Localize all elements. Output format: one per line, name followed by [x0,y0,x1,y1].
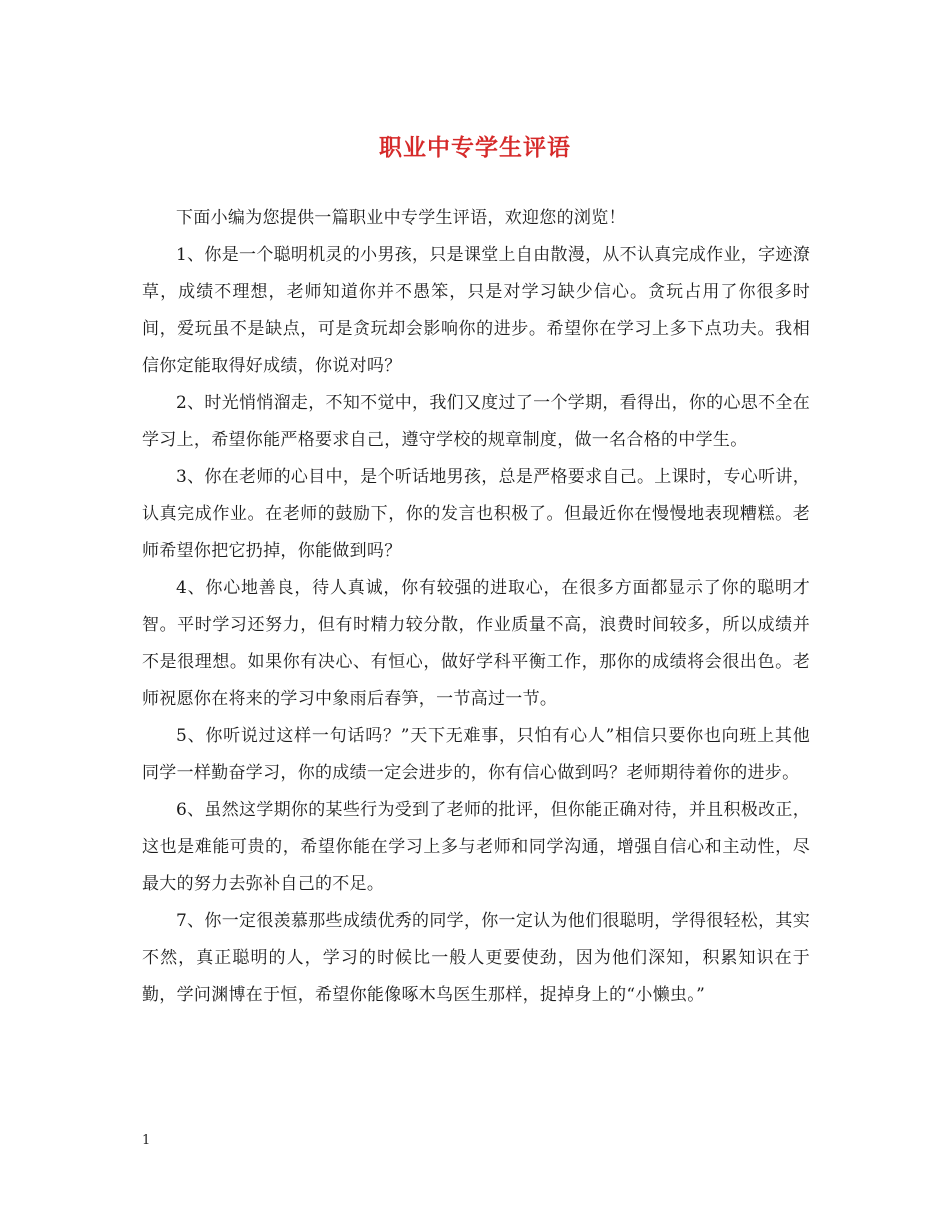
comment-paragraph-2: 2、时光悄悄溜走，不知不觉中，我们又度过了一个学期，看得出，你的心思不全在学习上，希望你能严格要求自己，遵守学校的规章制度，做一名合格的中学生。 [142,393,810,450]
document-title: 职业中专学生评语 [379,134,571,161]
intro-paragraph: 下面小编为您提供一篇职业中专学生评语，欢迎您的浏览！ [176,208,626,228]
comment-paragraph-1: 1、你是一个聪明机灵的小男孩，只是课堂上自由散漫，从不认真完成作业，字迹潦草，成绩不理想，老师知道你并不愚笨，只是对学习缺少信心。贪玩占用了你很多时间，爱玩虽不是缺点，可是贪玩却会影响你的进步。希望你在学习上多下点功夫。我相信你定能取得好成绩，你说对吗？ [142,245,810,376]
comment-paragraph-6: 6、虽然这学期你的某些行为受到了老师的批评，但你能正确对待，并且积极改正，这也是难能可贵的，希望你能在学习上多与老师和同学沟通，增强自信心和主动性，尽最大的努力去弥补自己的不足。 [142,800,810,894]
comment-paragraph-5: 5、你听说过这样一句话吗？”天下无难事，只怕有心人”相信只要你也向班上其他同学一样勤奋学习，你的成绩一定会进步的，你有信心做到吗？老师期待着你的进步。 [142,726,810,783]
comment-paragraph-4: 4、你心地善良，待人真诚，你有较强的进取心，在很多方面都显示了你的聪明才智。平时学习还努力，但有时精力较分散，作业质量不高，浪费时间较多，所以成绩并不是很理想。如果你有决心、有恒心，做好学科平衡工作，那你的成绩将会很出色。老师祝愿你在将来的学习中象雨后春笋，一节高过一节。 [142,578,810,709]
document-body [142,200,810,1014]
page-number: 1 [142,1133,151,1148]
comment-paragraph-7: 7、你一定很羡慕那些成绩优秀的同学，你一定认为他们很聪明，学得很轻松，其实不然，真正聪明的人，学习的时候比一般人更要使劲，因为他们深知，积累知识在于勤，学问渊博在于恒，希望你能像啄木鸟医生那样，捉掉身上的“小懒虫。” [142,911,810,1005]
comment-paragraph-3: 3、你在老师的心目中，是个听话地男孩，总是严格要求自己。上课时，专心听讲，认真完成作业。在老师的鼓励下，你的发言也积极了。但最近你在慢慢地表现糟糕。老师希望你把它扔掉，你能做到吗？ [142,467,810,561]
